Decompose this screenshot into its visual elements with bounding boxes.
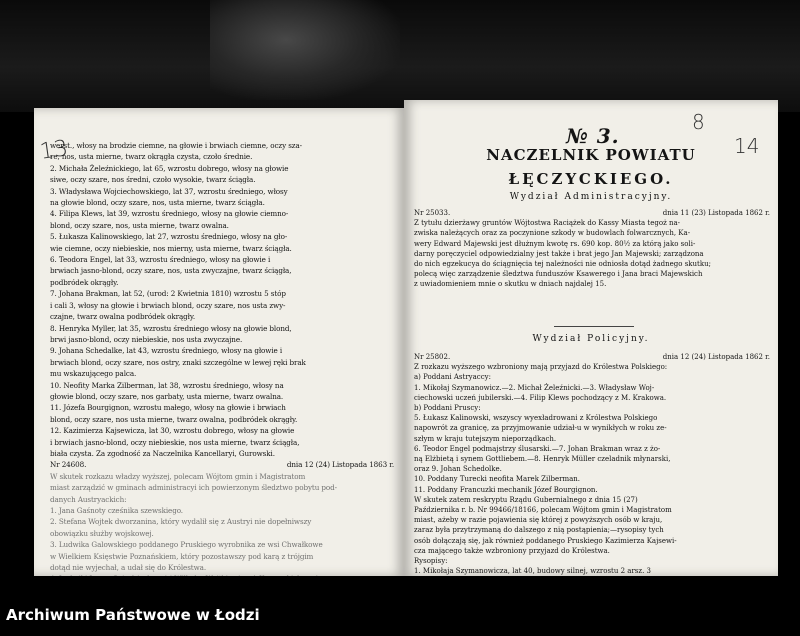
text-line: na głowie blond, oczy szare, nos, usta mierne, twarz ściągła. [50,198,265,208]
text-line: miast, ażeby w razie pojawienia się której z powyższych osób w kraju, [414,516,663,525]
text-line: i brwiach jasno-blond, oczy niebieskie, nos usta mierne, twarz ściągła, [50,437,300,447]
police-section-text [414,352,770,576]
text-line: ciechowski uczeń jubilerski.—4. Filip Klews pochodzący z M. Krakowa. [414,393,667,402]
text-line: 12. Kazimierza Kajsewicza, lat 30, wzrostu dobrego, włosy na głowie [50,426,295,436]
left-page [34,108,405,576]
text-line: i cali 3, włosy na głowie i brwiach blond, oczy szare, nos usta zwy- [50,300,286,310]
text-line: a) Poddani Astryaccy: [414,373,491,382]
right-page [404,100,778,576]
admin-entry-number: Nr 25033. [414,209,451,217]
admin-section-text [414,208,770,290]
text-line: mu wskazującego palca. [50,369,137,379]
text-line: Października r. b. Nr 99466/18166, polecam Wójtom gmin i Magistratom [414,506,672,515]
scan-shadow [210,0,400,100]
text-line: blond, oczy szare, nos usta mierne, twarz owalna, podbródek okrągły. [50,414,298,424]
text-line: werst., włosy na brodzie ciemne, na głowie i brwiach ciemne, oczy sza- [50,141,303,150]
left-entry-date: dnia 12 (24) Listopada 1863 r. [286,460,394,470]
document-title: NACZELNIK POWIATU [486,146,696,164]
faded-text-line: miast zarządzić w gminach administracyi ich powierzonym śledztwo pobytu pod- [50,483,337,493]
text-line: 1. Mikołaj Szymanowicz.—2. Michał Żeleźnicki.—3. Władysław Woj- [414,383,655,392]
text-line: polecą więc zarządzenie śledztwa funduszów Ksawerego i Jana braci Majewskich [414,270,703,279]
police-entry-number: Nr 25802. [414,353,451,361]
text-line: Z tytułu dzierżawy gruntów Wójtostwa Raciążek do Kassy Miasta tegoż na- [414,219,681,228]
police-lines [414,362,770,576]
faded-text-line: danych Austryackich: [50,494,127,504]
text-line: 7. Johana Brakman, lat 52, (urod: 2 Kwietnia 1810) wzrostu 5 stóp [50,289,286,299]
faded-text-line [50,573,394,576]
section-heading-admin: Wydział Administracyjny. [509,192,673,202]
text-line: Rysopisy: [414,557,448,566]
issue-number: № 3. [566,124,620,148]
section-heading-police: Wydział Policyjny. [532,334,650,344]
left-entry-header [50,459,394,470]
text-line: brwiach blond, oczy szare, nos ostry, znaki szczególne w lewej ręki brak [50,357,306,367]
text-line: 6. Teodor Engel podmajstrzy ślusarski.—7. Johan Brakman wraz z żo- [414,444,661,453]
text-line: napowrót za granicę, za przyjmowanie udział-u w wynikłych w roku ze- [414,424,667,433]
faded-text-line: 3. Ludwika Galowskiego poddanego Pruskiego wyrobnika ze wsi Chwałkowe [50,540,323,550]
pencil-mark-14: 14 [734,134,760,158]
faded-text-line: 2. Stefana Wojtek dworzanina, który wydalił się z Austryi nie dopełniwszy [50,517,312,527]
text-line: W skutek zatem reskryptu Rządu Gubernialnego z dnia 15 (27) [414,495,638,504]
text-line: ną Elżbietą i synem Gottliebem.—8. Henryk Müller czeladnik młynarski, [414,455,671,464]
text-line: głowie blond, oczy szare, nos garbaty, usta mierne, twarz owalna. [50,391,284,401]
text-line: 11. Poddany Francuzki mechanik Józef Bourgignon. [414,485,598,494]
text-line: czajne, twarz owalna podbródek okrągły. [50,312,196,322]
admin-entry-header [414,208,770,218]
left-entry-number: Nr 24608. [50,460,87,470]
text-line: wery Edward Majewski jest dłużnym kwotę rs. 690 kop. 80½ za którą jako soli- [414,239,696,248]
text-line: darny poręczyciel odpowiedzialny jest także i brat jego Jan Majewski; zarządzona [414,249,704,258]
text-line: 9. Johana Schedalke, lat 43, wzrostu średniego, włosy na głowie i [50,346,283,356]
text-line: 5. Łukasz Kalinowski, wszyscy wyexładrowani z Królestwa Polskiego [414,414,658,423]
text-line: oraz 9. Johan Schedolke. [414,465,502,474]
section-divider [554,326,634,327]
text-line: blond, oczy szare, nos, usta mierne, twarz owalna. [50,220,229,230]
police-entry-date: dnia 12 (24) Listopada 1862 r. [662,353,770,361]
faded-text-line: obowiązku służby wojskowej. [50,528,154,538]
text-line: re, nos, usta mierne, twarz okrągła czysta, czoło średnie. [50,152,253,162]
text-line: 2. Michała Żeleźnickiego, lat 65, wzrostu dobrego, włosy na głowie [50,163,289,173]
admin-lines [414,218,770,289]
document-subtitle: ŁĘCZYCKIEGO. [508,170,674,188]
pencil-mark-8: 8 [692,110,705,134]
text-line: brwiach jasno-blond, oczy szare, nos, usta zwyczajne, twarz ściągła, [50,266,292,276]
text-line: do nich egzekucya do ściągnięcia tej należności nie odniosła dotąd żadnego skutku; [414,260,711,269]
faded-text-line: dotąd nie wyjechał, a udał się do Królestwa. [50,563,207,573]
text-line: b) Poddani Pruscy: [414,404,481,413]
left-page-text [50,140,394,576]
text-line: 5. Łukasza Kalinowskiego, lat 27, wzrostu średniego, włosy na gło- [50,232,288,242]
faded-text-line: W skutek rozkazu władzy wyższej, polecam Wójtom gmin i Magistratom [50,471,306,481]
text-line: 10. Poddany Turecki neofita Marek Zilberman. [414,475,581,484]
text-line: z uwiadomieniem mnie o skutku w dniach najdalej 15. [414,280,607,289]
text-line: 11. Józefa Bourgignon, wzrostu małego, włosy na głowie i brwiach [50,403,286,413]
text-line: 3. Władysława Wojciechowskiego, lat 37, wzrostu średniego, włosy [50,186,288,196]
text-line: osób dołączają się, jak również poddanego Pruskiego Kazimierza Kajsewi- [414,536,677,545]
text-line: zwiska należących oraz za poczynione szkody w budowlach folwarcznych, Ka- [414,229,691,238]
text-line: Z rozkazu wyższego wzbroniony mają przyjazd do Królestwa Polskiego: [414,363,668,372]
text-line: siwe, oczy szare, nos średni, czoło wysokie, twarz ściągła. [50,175,256,185]
text-line: 6. Teodora Engel, lat 33, wzrostu średniego, włosy na głowie i [50,255,271,265]
text-line: szłym w kraju tutejszym nieporządkach. [414,434,557,443]
text-line: 4. Filipa Klews, lat 39, wzrostu średniego, włosy na głowie ciemno- [50,209,289,219]
scan-background [0,0,800,112]
archive-caption: Archiwum Państwowe w Łodzi [6,606,260,624]
text-line: brwi jasno-blond, oczy niebieskie, nos usta zwyczajne. [50,334,243,344]
text-line: podbródek okrągły. [50,277,119,287]
text-line: 1. Mikołaja Szymanowicza, lat 40, budowy silnej, wzrostu 2 arsz. 3 [414,567,651,576]
text-line: biała czysta. Za zgodność za Naczelnika Kancellaryi, Gurowski. [50,448,275,458]
faded-text-line: 1. Jana Gaśnoty cześnika szewskiego. [50,506,183,515]
faded-text-line: w Wielkiem Księstwie Poznańskiem, który pozostawszy pod karą z trójgim [50,551,314,561]
text-line: zaraz była przytrzymaną do dalszego z nią postąpienia;—rysopisy tych [414,526,664,535]
text-line: cza mającego także wzbroniony przyjazd do Królestwa. [414,546,610,555]
text-line: wie ciemne, oczy niebieskie, nos mierny, usta mierne, twarz ściągła. [50,243,292,253]
admin-entry-date: dnia 11 (23) Listopada 1862 r. [662,209,770,217]
pencil-folio-number: 13 [38,136,70,165]
police-entry-header [414,352,770,362]
text-line: 8. Henryka Myller, lat 35, wzrostu średniego włosy na głowie blond, [50,323,292,333]
text-line: 10. Neofity Marka Zilberman, lat 38, wzrostu średniego, włosy na [50,380,284,390]
